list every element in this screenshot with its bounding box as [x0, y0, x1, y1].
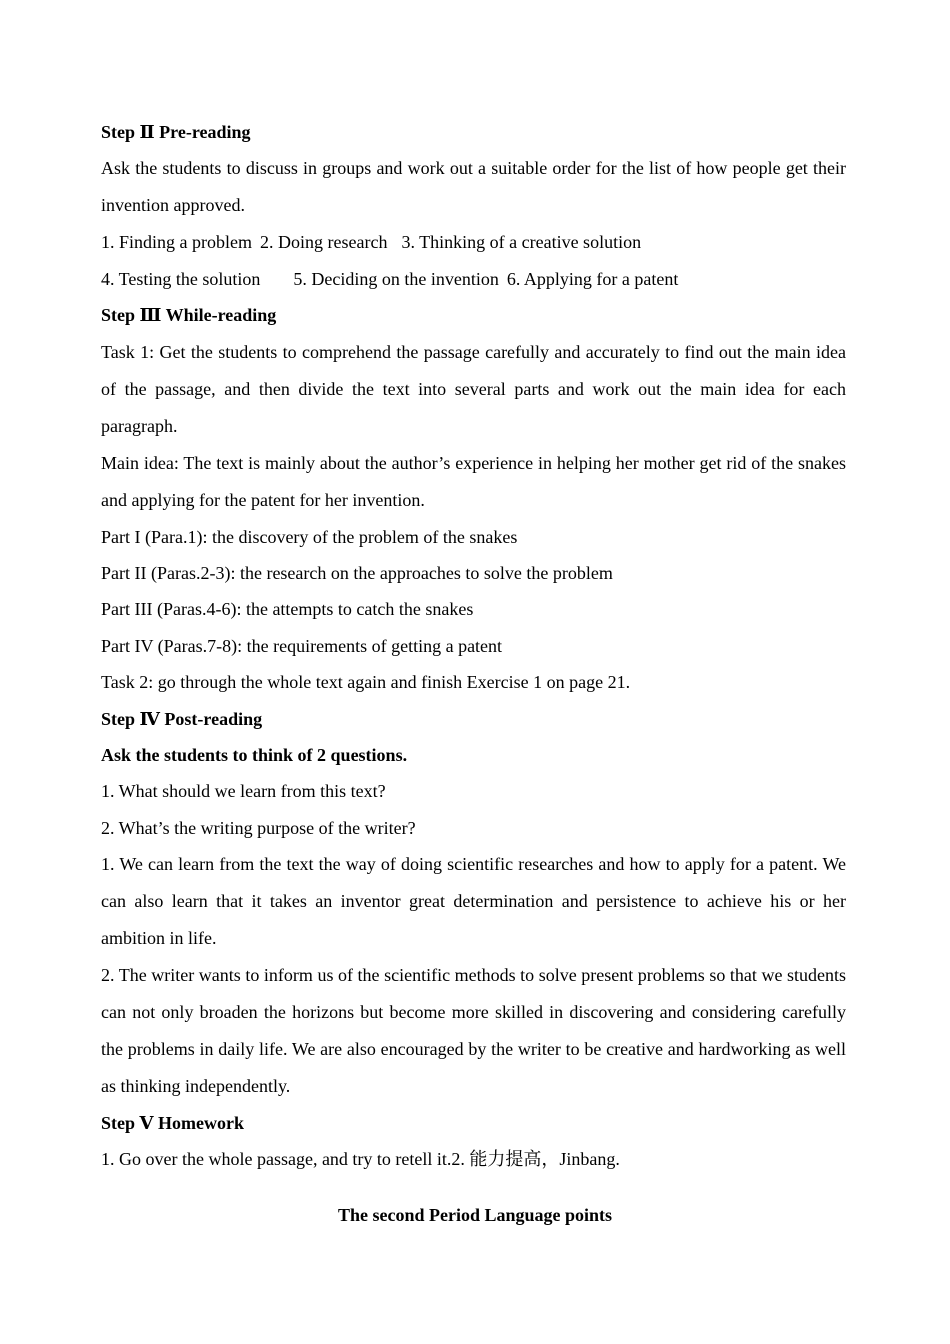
part-item: Part I (Para.1): the discovery of the problem of the snakes	[101, 526, 518, 547]
post-reading-subheading: Ask the students to think of 2 questions.	[101, 744, 408, 765]
step-item: 6. Applying for a patent	[506, 268, 679, 289]
pre-reading-steps-row-2	[101, 261, 846, 297]
step-item: 1. Finding a problem	[101, 232, 252, 253]
while-reading-main-idea: Main idea: The text is mainly about the author’s experience in helping her mother get rid of the snakes and applying for the patent for her invention.	[101, 452, 846, 510]
step-item: 2. Doing research	[260, 232, 388, 253]
part-item: Part III (Paras.4-6): the attempts to catch the snakes	[101, 599, 474, 620]
second-period-title: The second Period Language points	[337, 1205, 613, 1225]
lesson-plan-body	[101, 114, 846, 1178]
step-item: 5. Deciding on the invention	[293, 268, 499, 289]
question-item: 1. What should we learn from this text?	[101, 781, 386, 802]
pre-reading-steps-row-1	[101, 224, 846, 260]
pre-reading-intro: Ask the students to discuss in groups and work out a suitable order for the list of how people get their invention approved.	[101, 158, 846, 216]
while-reading-heading: Step Ⅲ While-reading	[101, 305, 277, 326]
answer-item: 2. The writer wants to inform us of the scientific methods to solve present problems so that we students can not only broaden the horizons but become more skilled in discovering and considering carefully the problems in daily life. We are also encouraged by the writer to be creative and hardworking as well as thinking independently.	[101, 965, 846, 1097]
step-item: 3. Thinking of a creative solution	[401, 232, 642, 253]
question-item: 2. What’s the writing purpose of the writer?	[101, 817, 416, 838]
answer-item: 1. We can learn from the text the way of doing scientific researches and how to apply for a patent. We can also learn that it takes an inventor great determination and persistence to achieve his or her ambition in life.	[101, 854, 846, 949]
pre-reading-heading: Step Ⅱ Pre-reading	[101, 122, 251, 142]
post-reading-heading: Step Ⅳ Post-reading	[101, 708, 263, 729]
homework-text: 1. Go over the whole passage, and try to retell it.2. 能力提高，Jinbang.	[101, 1149, 620, 1170]
part-item: Part II (Paras.2-3): the research on the approaches to solve the problem	[101, 562, 613, 583]
while-reading-task-1: Task 1: Get the students to comprehend the passage carefully and accurately to find out the main idea of the passage, and then divide the text into several parts and work out the main idea for each paragraph.	[101, 341, 846, 436]
homework-heading: Step Ⅴ Homework	[101, 1113, 244, 1134]
while-reading-task-2: Task 2: go through the whole text again and finish Exercise 1 on page 21.	[101, 672, 631, 693]
step-item: 4. Testing the solution	[101, 268, 261, 289]
part-item: Part IV (Paras.7-8): the requirements of getting a patent	[101, 635, 503, 656]
